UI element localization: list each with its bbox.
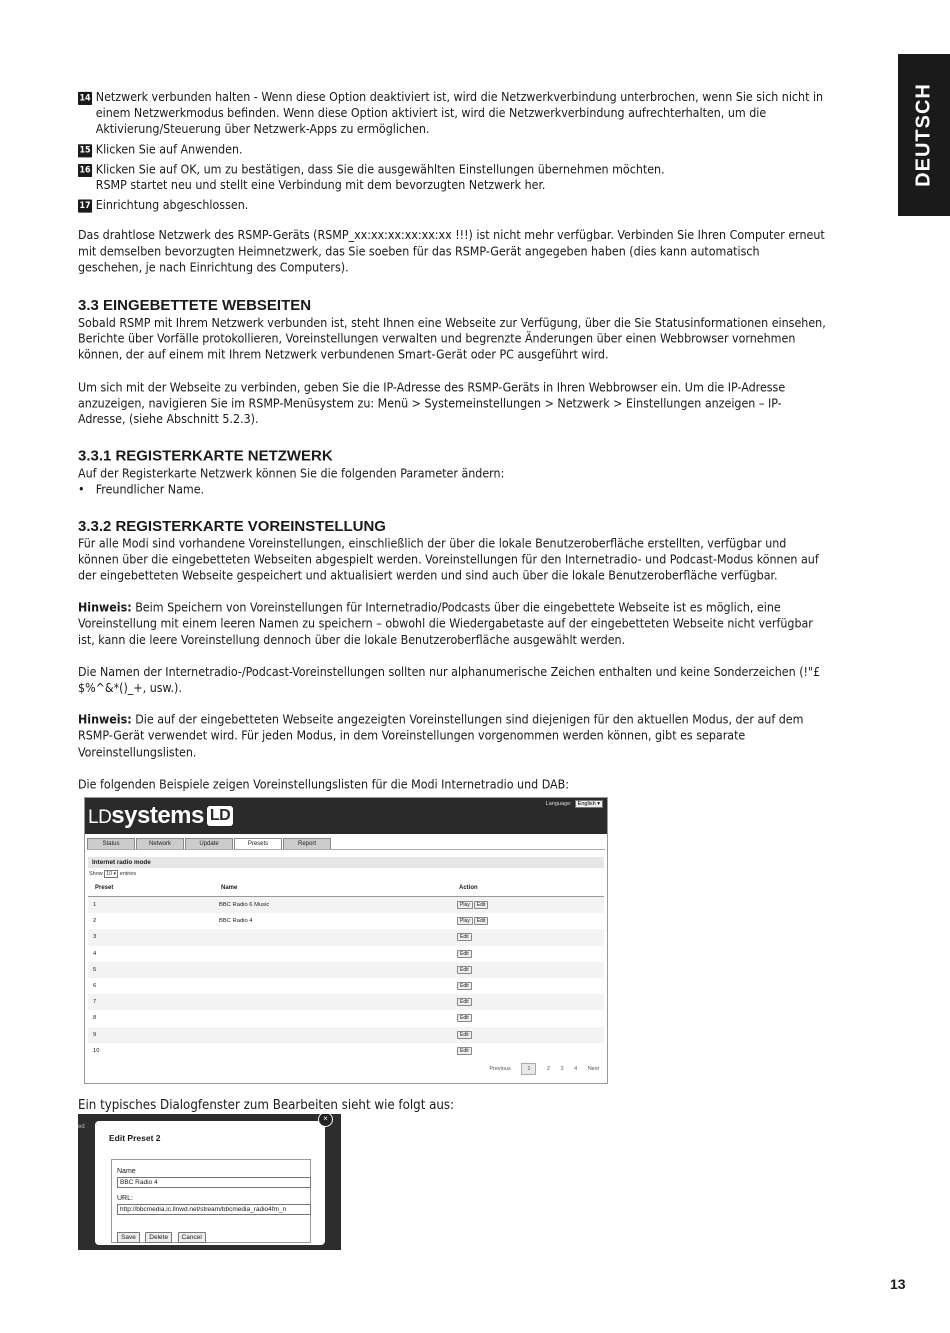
step-17 xyxy=(78,198,827,214)
preset-number: 6 xyxy=(93,982,97,989)
step-text: Klicken Sie auf Anwenden. xyxy=(95,142,243,158)
edit-button[interactable]: Edit xyxy=(457,950,472,958)
tab-report[interactable]: Report xyxy=(283,838,331,850)
web-header-bar xyxy=(85,798,607,834)
language-side-tab xyxy=(898,54,950,216)
paragraph-3-3-1: Auf der Registerkarte Netzwerk können Sie die folgenden Parameter ändern: xyxy=(78,467,505,482)
main-content xyxy=(78,90,827,793)
preset-number: 9 xyxy=(93,1031,97,1038)
delete-button[interactable]: Delete xyxy=(145,1232,172,1243)
heading-3-3-1: 3.3.1 REGISTERKARTE NETZWERK xyxy=(78,448,333,465)
pager-page-3[interactable]: 3 xyxy=(560,1066,564,1072)
play-button[interactable]: Play xyxy=(457,901,473,909)
column-header-name[interactable]: Name xyxy=(221,885,238,891)
preset-number: 3 xyxy=(93,934,97,941)
edit-button[interactable]: Edit xyxy=(457,998,472,1006)
edit-button[interactable]: Edit xyxy=(474,901,489,909)
url-field[interactable]: http://bbcmedia.ic.llnwd.net/stream/bbcmedia_radio4fm_n xyxy=(117,1204,311,1215)
table-row xyxy=(88,946,604,962)
heading-3-3-2: 3.3.2 REGISTERKARTE VOREINSTELLUNG xyxy=(78,518,386,535)
paragraph-3-3-2-a: Für alle Modi sind vorhandene Voreinstellungen, einschließlich der über die lokale Benutzeroberfläche erstellten, verfügbar und können über die eingebetteten Webseiten abgespielt werden. Voreinstellungen für den Internetradio- und Podcast-Modus können auf der eingebetteten Webseite gespeichert und aktualisiert werden und sind auch über die lokale Benutzeroberfläche verfügbar. xyxy=(78,537,819,584)
pager-page-4[interactable]: 4 xyxy=(574,1066,578,1072)
edit-button[interactable]: Edit xyxy=(457,1031,472,1039)
hint-paragraph-1 xyxy=(78,600,827,648)
step-number-badge: 14 xyxy=(79,92,91,104)
preset-number: 1 xyxy=(93,902,97,908)
paragraph-examples: Die folgenden Beispiele zeigen Voreinstellungslisten für die Modi Internetradio und DAB: xyxy=(78,777,570,792)
hint-text: Beim Speichern von Voreinstellungen für Internetradio/Podcasts über die eingebettete Webseite ist es möglich, eine Voreinstellung mit einem leeren Namen zu speichern – obwohl die Wiedergabetaste auf der eingebetteten Webseite nicht verfügbar ist, kann die leere Voreinstellung dennoch über die lokale Benutzeroberfläche ausgewählt werden. xyxy=(78,601,813,648)
url-label: URL: xyxy=(117,1195,133,1202)
name-label: Name xyxy=(117,1168,136,1175)
tab-status[interactable]: Status xyxy=(87,838,135,850)
ld-systems-logo: LDsystems LD xyxy=(88,802,233,830)
bullet-item: • Freundlicher Name. xyxy=(78,483,827,499)
paragraph-preset-names: Die Namen der Internetradio-/Podcast-Voreinstellungen sollten nur alphanumerische Zeichen enthalten und keine Sonderzeichen (!"£$%^&*()_+, usw.). xyxy=(78,665,821,696)
presets-table-body xyxy=(88,897,604,1059)
preset-number: 7 xyxy=(93,999,97,1006)
edit-button[interactable]: Edit xyxy=(457,1014,472,1022)
step-text: Einrichtung abgeschlossen. xyxy=(95,198,249,213)
language-selector[interactable]: Language: English ▾ xyxy=(546,800,603,808)
step-text-continued: RSMP startet neu und stellt eine Verbindung mit dem bevorzugten Netzwerk her. xyxy=(95,178,546,193)
paragraph-3-3-a: Sobald RSMP mit Ihrem Netzwerk verbunden ist, steht Ihnen eine Webseite zur Verfügung, über die Sie Statusinformationen einsehen, Berichte über Vorfälle protokollieren, Voreinstellungen verwalten und begrenzte Änderungen über einen Webbrowser vornehmen können, der auf einem mit Ihrem Netzwerk verbundenen Smart-Gerät oder PC ausgeführt wird. xyxy=(78,316,826,363)
dialog-buttons xyxy=(117,1226,207,1244)
paragraph-wireless: Das drahtlose Netzwerk des RSMP-Geräts (RSMP_xx:xx:xx:xx:xx:xx !!!) ist nicht mehr verfügbar. Verbinden Sie Ihren Computer erneut mit demselben bevorzugten Heimnetzwerk, das Sie soeben für das RSMP-Gerät angegeben haben (dies kann automatisch geschehen, je nach Einrichtung des Computers). xyxy=(78,228,825,276)
preset-number: 8 xyxy=(93,1015,97,1022)
hint-label: Hinweis: xyxy=(78,601,132,616)
heading-3-3: 3.3 EINGEBETTETE WEBSEITEN xyxy=(78,297,312,314)
dialog-intro xyxy=(78,1097,454,1114)
table-header xyxy=(88,881,604,897)
row-actions xyxy=(457,1047,473,1063)
pager-next[interactable]: Next xyxy=(587,1066,599,1072)
tab-network[interactable]: Network xyxy=(136,838,184,850)
pagination xyxy=(480,1063,599,1075)
step-14 xyxy=(78,90,827,138)
preset-number: 4 xyxy=(93,950,97,957)
tab-presets[interactable]: Presets xyxy=(234,838,282,850)
step-number-badge: 16 xyxy=(79,164,91,176)
language-side-tab-label: DEUTSCH xyxy=(912,83,935,187)
language-dropdown[interactable]: English ▾ xyxy=(575,800,603,808)
step-number-badge: 17 xyxy=(79,200,91,211)
dialog-title: Edit Preset 2 xyxy=(109,1133,161,1143)
preset-name: BBC Radio 6 Music xyxy=(219,902,270,908)
table-row xyxy=(88,1027,604,1043)
name-field[interactable]: BBC Radio 4 xyxy=(117,1177,311,1188)
tab-update[interactable]: Update xyxy=(185,838,233,850)
table-row xyxy=(88,897,604,913)
edit-button[interactable]: Edit xyxy=(457,982,472,990)
step-text: Klicken Sie auf OK, um zu bestätigen, dass Sie die ausgewählten Einstellungen übernehmen möchten. xyxy=(95,162,665,177)
edit-button[interactable]: Edit xyxy=(457,966,472,974)
table-row xyxy=(88,1010,604,1026)
preset-number: 2 xyxy=(93,918,97,925)
column-header-action: Action xyxy=(459,885,478,891)
edit-button[interactable]: Edit xyxy=(474,917,489,925)
presets-webpage-screenshot xyxy=(84,797,608,1084)
preset-number: 5 xyxy=(93,966,97,973)
preset-number: 10 xyxy=(93,1047,100,1054)
close-icon[interactable]: × xyxy=(318,1114,333,1127)
dialog-fieldset xyxy=(111,1159,311,1243)
table-row xyxy=(88,994,604,1010)
edit-preset-dialog xyxy=(95,1121,325,1245)
pager-page-1[interactable]: 1 xyxy=(521,1063,536,1075)
table-row xyxy=(88,929,604,945)
edit-button[interactable]: Edit xyxy=(457,1047,472,1055)
cancel-button[interactable]: Cancel xyxy=(178,1232,206,1243)
step-16 xyxy=(78,162,827,194)
preset-name: BBC Radio 4 xyxy=(219,918,253,925)
edit-button[interactable]: Edit xyxy=(457,933,472,941)
table-row xyxy=(88,913,604,929)
step-text: Netzwerk verbunden halten - Wenn diese Option deaktiviert ist, wird die Netzwerkverbindung unterbrochen, wenn Sie sich nicht in einem Netzwerkmodus befinden. Wenn diese Option aktiviert ist, wird die Netzwerkverbindung aufrechterhalten, um die Aktivierung/Steuerung über Netzwerk-Apps zu ermöglichen. xyxy=(95,90,824,138)
mode-header: Internet radio mode xyxy=(88,857,604,868)
paragraph-3-3-b: Um sich mit der Webseite zu verbinden, geben Sie die IP-Adresse des RSMP-Geräts in Ihren Webbrowser ein. Um die IP-Adresse anzuzeigen, navigieren Sie im RSMP-Menüsystem zu: Menü > Systemeinstellungen > Netzwerk > Einstellungen anzeigen – IP-Adresse, (siehe Abschnitt 5.2.3). xyxy=(78,380,786,428)
table-row xyxy=(88,962,604,978)
table-row xyxy=(88,1043,604,1059)
background-text: ed xyxy=(78,1124,85,1130)
hint-label: Hinweis: xyxy=(78,713,132,728)
edit-dialog-screenshot xyxy=(78,1114,341,1250)
column-header-preset[interactable]: Preset xyxy=(95,885,114,891)
page-number: 13 xyxy=(890,1276,906,1292)
hint-paragraph-2 xyxy=(78,713,827,761)
pager-previous[interactable]: Previous xyxy=(489,1066,511,1072)
pager-page-2[interactable]: 2 xyxy=(546,1066,550,1072)
paragraph-dialog: Ein typisches Dialogfenster zum Bearbeiten sieht wie folgt aus: xyxy=(78,1098,455,1113)
step-number-badge: 15 xyxy=(79,144,91,156)
tab-divider xyxy=(87,849,605,850)
table-row xyxy=(88,978,604,994)
step-15 xyxy=(78,142,827,158)
entries-dropdown[interactable]: 10 ▾ xyxy=(106,871,117,877)
hint-text: Die auf der eingebetteten Webseite angezeigten Voreinstellungen sind diejenigen für den aktuellen Modus, der auf dem RSMP-Gerät verwendet wird. Für jeden Modus, in dem Voreinstellungen vorgenommen werden können, gibt es separate Voreinstellungslisten. xyxy=(78,713,804,760)
entries-selector: Show 10 ▾ entries xyxy=(89,871,137,877)
save-button[interactable]: Save xyxy=(117,1232,140,1243)
play-button[interactable]: Play xyxy=(457,917,473,925)
